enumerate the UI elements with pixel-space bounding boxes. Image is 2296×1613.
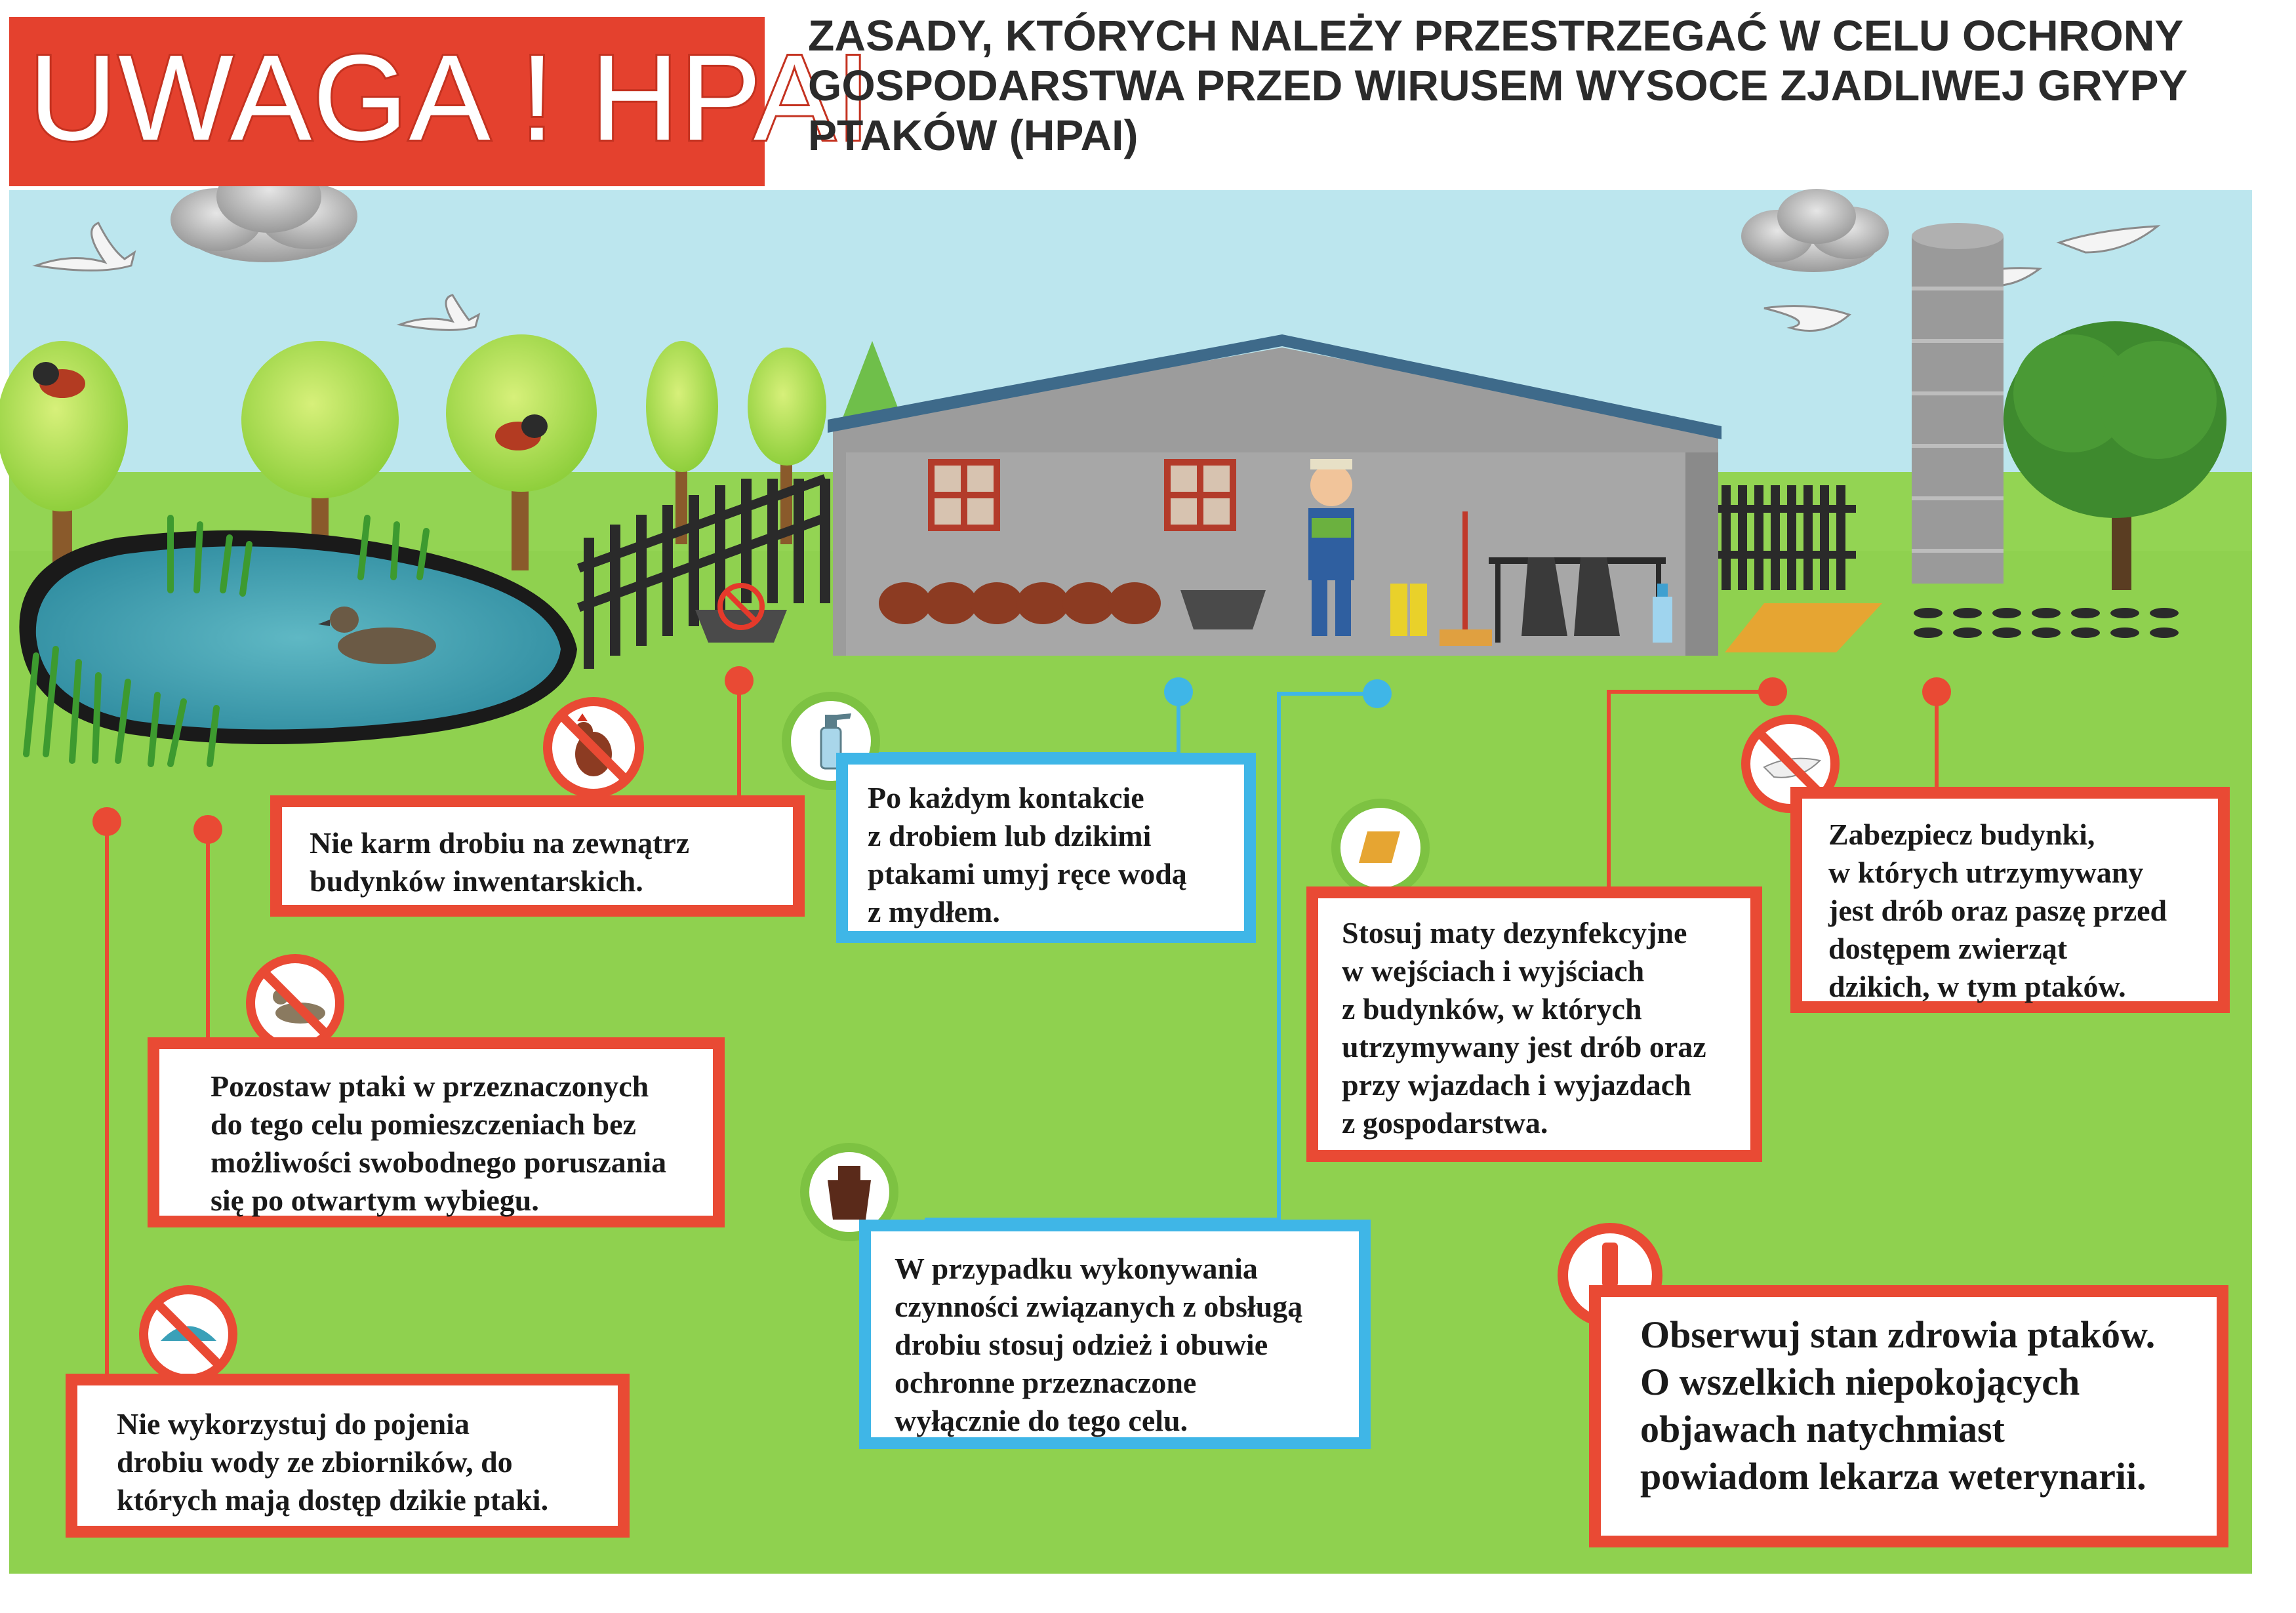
rule-text: Nie karm drobiu na zewnątrz budynków inwentarskich. — [310, 826, 690, 898]
title-line: ZASADY, KTÓRYCH NALEŻY PRZESTRZEGAĆ W CELU OCHRONY — [808, 11, 2184, 60]
silo — [1912, 223, 2004, 584]
page-title — [808, 10, 2270, 160]
title-line: GOSPODARSTWA PRZED WIRUSEM WYSOCE ZJADLIWEJ GRYPY — [808, 61, 2188, 110]
rule-box-protective-clothing — [859, 1220, 1371, 1449]
rule-text: W przypadku wykonywania czynności związanych z obsługą drobiu stosuj odzież i obuwie ochronne przeznaczone wyłącznie do tego celu. — [895, 1252, 1303, 1437]
barn-window — [1167, 462, 1233, 528]
rule-text: Nie wykorzystuj do pojenia drobiu wody ze zbiorników, do których mają dostęp dzikie ptaki. — [117, 1407, 549, 1517]
rule-box-wash-hands — [836, 753, 1256, 943]
rule-box-no-wild-water — [66, 1374, 630, 1538]
disinfection-mat-icon — [1336, 803, 1425, 892]
rule-box-secure-buildings — [1790, 787, 2230, 1013]
rule-box-disinfection-mats — [1306, 886, 1762, 1162]
rooster-prohibited-icon — [548, 702, 639, 793]
water-bowl-prohibited-icon — [144, 1290, 233, 1379]
rule-box-keep-birds-indoors — [148, 1037, 725, 1227]
warning-banner — [9, 17, 872, 186]
rule-box-observe-health — [1589, 1285, 2228, 1547]
rule-text: Po każdym kontakcie z drobiem lub dzikimi ptakami umyj ręce wodą z mydłem. — [868, 781, 1187, 928]
rule-text: Zabezpiecz budynki, w których utrzymywany jest drób oraz paszę przed dostępem zwierząt dzikich, w tym ptaków. — [1828, 818, 2167, 1003]
title-line: PTAKÓW (HPAI) — [808, 111, 1138, 159]
rule-box-no-outdoor-feeding — [270, 795, 805, 917]
rule-text: Stosuj maty dezynfekcyjne w wejściach i wyjściach z budynków, w których utrzymywany jest drób oraz przy wjazdach i wyjazdach z gospodarstwa. — [1342, 916, 1706, 1140]
indoor-feeder — [1180, 590, 1266, 629]
rule-text: Obserwuj stan zdrowia ptaków. O wszelkich niepokojących objawach natychmiast powiadom lekarza weterynarii. — [1640, 1313, 2156, 1498]
banner-title: UWAGA ! HPAI — [29, 30, 872, 166]
barn-window — [931, 462, 997, 528]
rule-text: Pozostaw ptaki w przeznaczonych do tego celu pomieszczeniach bez możliwości swobodnego poruszania się po otwartym wybiegu. — [211, 1069, 667, 1217]
duck-prohibited-icon — [251, 959, 340, 1048]
